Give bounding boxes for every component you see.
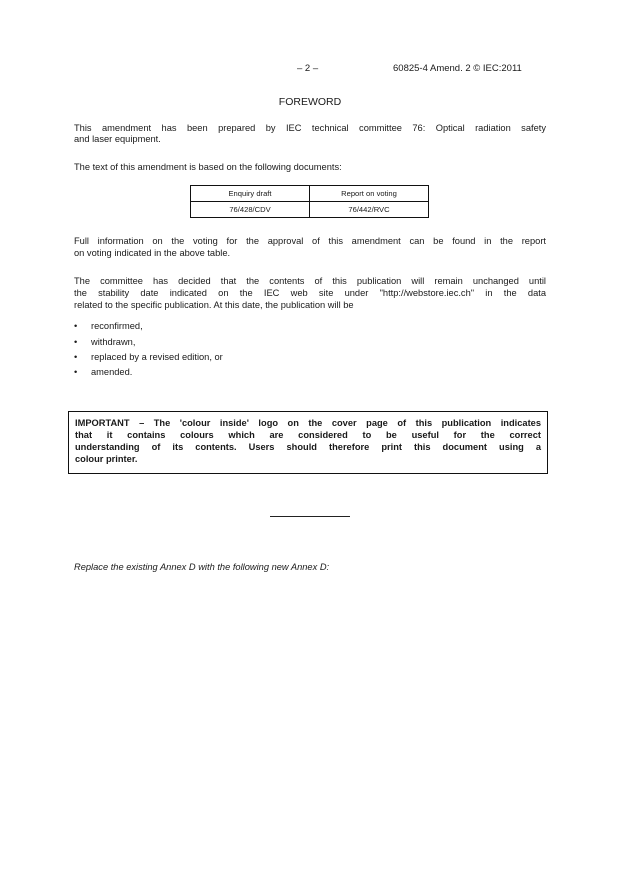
- list-item-text: replaced by a revised edition, or: [91, 352, 223, 362]
- paragraph-1-line: and laser equipment.: [74, 134, 161, 144]
- important-line: that it contains colours which are considered to be useful for the correct: [75, 430, 541, 440]
- paragraph-3-line: on voting indicated in the above table.: [74, 248, 231, 258]
- table-row: [191, 202, 429, 218]
- important-line: IMPORTANT – The 'colour inside' logo on the cover page of this publication indicates: [75, 418, 541, 428]
- list-item-text: reconfirmed,: [91, 321, 143, 331]
- document-id: 60825-4 Amend. 2 © IEC:2011: [393, 63, 522, 74]
- paragraph-3-line: Full information on the voting for the approval of this amendment can be found in the report: [74, 236, 546, 246]
- paragraph-2: The text of this amendment is based on the following documents:: [74, 162, 342, 172]
- paragraph-4-line: the stability date indicated on the IEC web site under "http://webstore.iec.ch" in the data: [74, 288, 546, 298]
- documents-table: [190, 185, 429, 218]
- paragraph-1-line: This amendment has been prepared by IEC technical committee 76: Optical radiation safety: [74, 123, 546, 133]
- table-cell: 76/442/RVC: [310, 202, 429, 218]
- important-notice-box: [68, 411, 548, 474]
- table-header: Enquiry draft: [191, 186, 310, 202]
- important-line: understanding of its contents. Users should therefore print this document using a: [75, 442, 541, 452]
- paragraph-4-line: related to the specific publication. At this date, the publication will be: [74, 300, 354, 310]
- list-item-text: amended.: [91, 367, 133, 377]
- paragraph-4-line: The committee has decided that the contents of this publication will remain unchanged until: [74, 276, 546, 286]
- foreword-title: FOREWORD: [278, 96, 342, 108]
- list-item-text: withdrawn,: [91, 337, 136, 347]
- important-line: colour printer.: [75, 454, 138, 464]
- table-cell: 76/428/CDV: [191, 202, 310, 218]
- separator-rule: [270, 516, 350, 517]
- page-number: – 2 –: [297, 63, 319, 74]
- table-header: Report on voting: [310, 186, 429, 202]
- table-header-row: [191, 186, 429, 202]
- annex-instruction: Replace the existing Annex D with the following new Annex D:: [74, 562, 330, 572]
